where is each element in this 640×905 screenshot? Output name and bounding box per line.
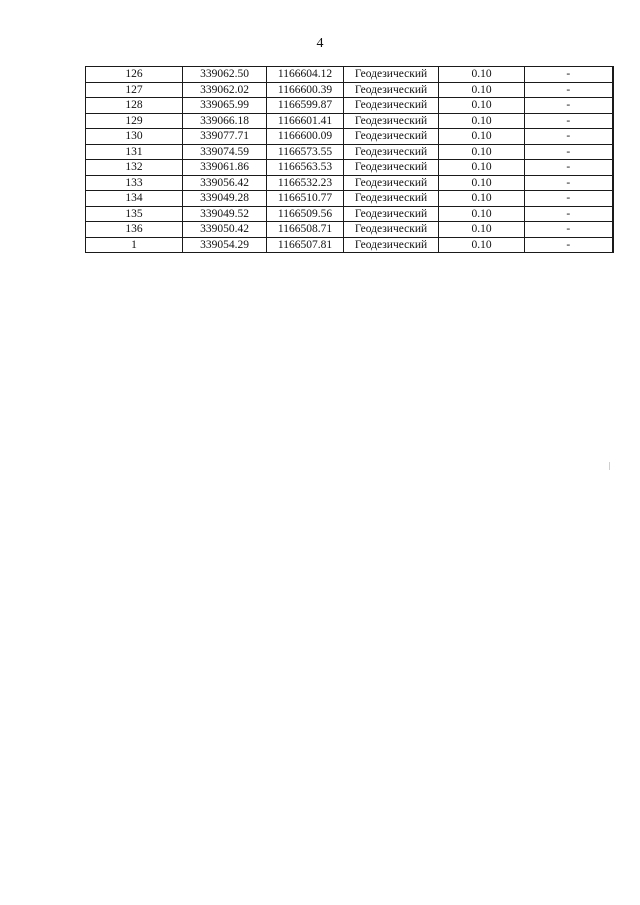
note-cell: - — [525, 160, 613, 176]
accuracy-cell: 0.10 — [439, 206, 525, 222]
point-number-cell: 126 — [86, 67, 183, 83]
table-row — [86, 129, 613, 145]
method-cell: Геодезический — [344, 67, 439, 83]
y-coordinate-cell: 1166604.12 — [267, 67, 344, 83]
y-coordinate-cell: 1166599.87 — [267, 98, 344, 114]
method-cell: Геодезический — [344, 82, 439, 98]
y-coordinate-cell: 1166600.09 — [267, 129, 344, 145]
x-coordinate-cell: 339061.86 — [183, 160, 267, 176]
accuracy-cell: 0.10 — [439, 82, 525, 98]
table-row — [86, 175, 613, 191]
method-cell: Геодезический — [344, 144, 439, 160]
x-coordinate-cell: 339077.71 — [183, 129, 267, 145]
accuracy-cell: 0.10 — [439, 113, 525, 129]
note-cell: - — [525, 67, 613, 83]
coordinates-table-body — [86, 67, 613, 253]
table-row — [86, 237, 613, 253]
accuracy-cell: 0.10 — [439, 67, 525, 83]
table-row — [86, 144, 613, 160]
accuracy-cell: 0.10 — [439, 191, 525, 207]
y-coordinate-cell: 1166563.53 — [267, 160, 344, 176]
table-row — [86, 82, 613, 98]
x-coordinate-cell: 339049.52 — [183, 206, 267, 222]
method-cell: Геодезический — [344, 206, 439, 222]
method-cell: Геодезический — [344, 191, 439, 207]
method-cell: Геодезический — [344, 129, 439, 145]
x-coordinate-cell: 339050.42 — [183, 222, 267, 238]
point-number-cell: 130 — [86, 129, 183, 145]
point-number-cell: 133 — [86, 175, 183, 191]
method-cell: Геодезический — [344, 222, 439, 238]
x-coordinate-cell: 339065.99 — [183, 98, 267, 114]
note-cell: - — [525, 129, 613, 145]
note-cell: - — [525, 222, 613, 238]
table-row — [86, 222, 613, 238]
accuracy-cell: 0.10 — [439, 129, 525, 145]
table-row — [86, 98, 613, 114]
y-coordinate-cell: 1166507.81 — [267, 237, 344, 253]
x-coordinate-cell: 339062.50 — [183, 67, 267, 83]
y-coordinate-cell: 1166508.71 — [267, 222, 344, 238]
accuracy-cell: 0.10 — [439, 222, 525, 238]
note-cell: - — [525, 144, 613, 160]
x-coordinate-cell: 339054.29 — [183, 237, 267, 253]
x-coordinate-cell: 339062.02 — [183, 82, 267, 98]
table-row — [86, 191, 613, 207]
x-coordinate-cell: 339049.28 — [183, 191, 267, 207]
method-cell: Геодезический — [344, 175, 439, 191]
method-cell: Геодезический — [344, 160, 439, 176]
point-number-cell: 136 — [86, 222, 183, 238]
note-cell: - — [525, 175, 613, 191]
accuracy-cell: 0.10 — [439, 237, 525, 253]
table-row — [86, 206, 613, 222]
table-row — [86, 160, 613, 176]
accuracy-cell: 0.10 — [439, 98, 525, 114]
scan-artifact — [609, 462, 610, 470]
point-number-cell: 135 — [86, 206, 183, 222]
point-number-cell: 131 — [86, 144, 183, 160]
note-cell: - — [525, 206, 613, 222]
note-cell: - — [525, 237, 613, 253]
note-cell: - — [525, 191, 613, 207]
accuracy-cell: 0.10 — [439, 175, 525, 191]
method-cell: Геодезический — [344, 98, 439, 114]
method-cell: Геодезический — [344, 237, 439, 253]
x-coordinate-cell: 339056.42 — [183, 175, 267, 191]
accuracy-cell: 0.10 — [439, 160, 525, 176]
y-coordinate-cell: 1166601.41 — [267, 113, 344, 129]
y-coordinate-cell: 1166573.55 — [267, 144, 344, 160]
note-cell: - — [525, 98, 613, 114]
x-coordinate-cell: 339066.18 — [183, 113, 267, 129]
y-coordinate-cell: 1166509.56 — [267, 206, 344, 222]
coordinates-table — [85, 66, 614, 253]
note-cell: - — [525, 113, 613, 129]
point-number-cell: 128 — [86, 98, 183, 114]
point-number-cell: 132 — [86, 160, 183, 176]
x-coordinate-cell: 339074.59 — [183, 144, 267, 160]
y-coordinate-cell: 1166532.23 — [267, 175, 344, 191]
point-number-cell: 127 — [86, 82, 183, 98]
y-coordinate-cell: 1166510.77 — [267, 191, 344, 207]
page-number: 4 — [316, 36, 324, 51]
point-number-cell: 134 — [86, 191, 183, 207]
point-number-cell: 1 — [86, 237, 183, 253]
y-coordinate-cell: 1166600.39 — [267, 82, 344, 98]
note-cell: - — [525, 82, 613, 98]
table-row — [86, 67, 613, 83]
accuracy-cell: 0.10 — [439, 144, 525, 160]
table-row — [86, 113, 613, 129]
point-number-cell: 129 — [86, 113, 183, 129]
method-cell: Геодезический — [344, 113, 439, 129]
